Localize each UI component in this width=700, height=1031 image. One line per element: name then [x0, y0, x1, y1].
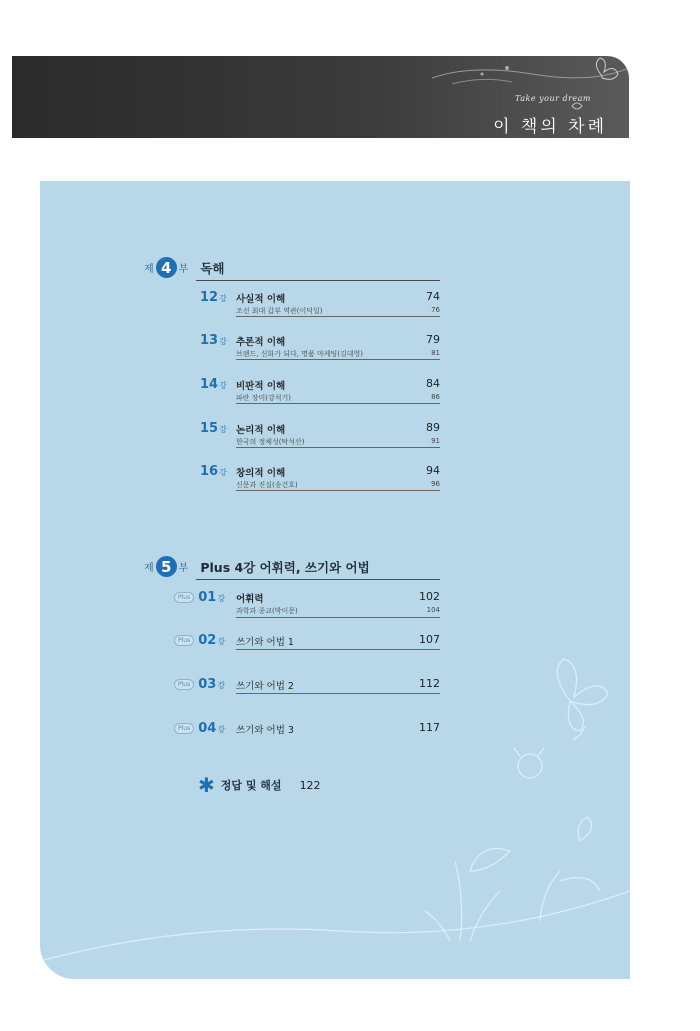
lesson-number[interactable]: 13강	[200, 333, 227, 348]
lesson-divider	[236, 649, 440, 650]
lesson-number[interactable]: 12강	[200, 290, 227, 305]
lesson-page: 79	[426, 333, 440, 346]
part-suffix: 부	[178, 563, 189, 574]
part-divider	[196, 579, 440, 580]
lesson-reading-page: 91	[431, 437, 440, 445]
lesson-reading-page: 104	[426, 606, 440, 614]
part-title: Plus 4강 어휘력, 쓰기와 어법	[200, 559, 370, 575]
lesson-reading-page: 76	[431, 306, 440, 314]
lesson-page: 107	[419, 633, 440, 646]
lesson-title-link[interactable]: 창의적 이해	[236, 468, 286, 479]
lesson-reading-title[interactable]: 신문과 진실(송건호)	[236, 481, 298, 489]
lesson-page: 94	[426, 464, 440, 477]
lesson-title-link[interactable]: 쓰기와 어법 1	[236, 637, 294, 648]
contents-panel	[40, 181, 630, 979]
plus-badge: Plus	[174, 723, 194, 734]
answers-title[interactable]: 정답 및 해설	[220, 779, 282, 792]
lesson-title-link[interactable]: 비판적 이해	[236, 381, 286, 392]
lesson-reading-title[interactable]: 브랜드, 신화가 되다, 명품 마케팅(김대영)	[236, 350, 364, 358]
lesson-page: 117	[419, 721, 440, 734]
lesson-number[interactable]: 15강	[200, 421, 227, 436]
plus-badge: Plus	[174, 592, 194, 603]
lesson-title-link[interactable]: 사실적 이해	[236, 294, 286, 305]
lesson-title-link[interactable]: 쓰기와 어법 2	[236, 681, 294, 692]
lesson-number[interactable]: Plus 03강	[174, 677, 225, 692]
lesson-divider	[236, 693, 440, 694]
answers-entry[interactable]	[198, 775, 321, 795]
lesson-divider	[236, 447, 440, 448]
lesson-divider	[236, 617, 440, 618]
lesson-reading-title[interactable]: 한국의 정체성(탁석산)	[236, 438, 305, 446]
part-divider	[196, 280, 440, 281]
plus-badge: Plus	[174, 679, 194, 690]
part-prefix: 제	[144, 264, 154, 275]
lesson-reading-title[interactable]: 과학과 종교(박이문)	[236, 607, 298, 615]
lesson-reading-page: 86	[431, 393, 440, 401]
lesson-divider	[236, 490, 440, 491]
lesson-number[interactable]: Plus 04강	[174, 721, 225, 736]
lesson-title-link[interactable]: 논리적 이해	[236, 425, 286, 436]
part-title: 독해	[200, 260, 225, 276]
page-title: 이 책의 차례	[493, 117, 607, 137]
lesson-number[interactable]: 14강	[200, 377, 227, 392]
lesson-title-link[interactable]: 쓰기와 어법 3	[236, 725, 294, 736]
lesson-title-link[interactable]: 어휘력	[236, 594, 264, 605]
lesson-number[interactable]: 16강	[200, 464, 227, 479]
lesson-page: 102	[419, 590, 440, 603]
lesson-title-link[interactable]: 추론적 이해	[236, 337, 286, 348]
lesson-page: 112	[419, 677, 440, 690]
lesson-number[interactable]: Plus 02강	[174, 633, 225, 648]
part-number-badge: 5	[156, 556, 177, 577]
part-5-heading	[144, 556, 370, 577]
lesson-reading-title[interactable]: 조선 최대 갑부 역관(이덕일)	[236, 307, 323, 315]
part-number-badge: 4	[156, 257, 177, 278]
lesson-page: 89	[426, 421, 440, 434]
lesson-divider	[236, 403, 440, 404]
plus-badge: Plus	[174, 635, 194, 646]
banner-subtitle: Take your dream	[515, 94, 591, 103]
lesson-reading-page: 96	[431, 480, 440, 488]
nature-doodle-decoration	[40, 181, 630, 979]
part-4-heading	[144, 257, 225, 278]
lesson-page: 74	[426, 290, 440, 303]
lesson-divider	[236, 316, 440, 317]
lesson-divider	[236, 359, 440, 360]
lesson-page: 84	[426, 377, 440, 390]
asterisk-icon: ✱	[198, 773, 215, 797]
lesson-reading-page: 81	[431, 349, 440, 357]
lesson-reading-title[interactable]: 파란 장미(강석기)	[236, 394, 292, 402]
header-banner	[12, 56, 629, 138]
lesson-number[interactable]: Plus 01강	[174, 590, 225, 605]
part-suffix: 부	[178, 264, 189, 275]
part-prefix: 제	[144, 563, 154, 574]
answers-page: 122	[299, 778, 321, 792]
